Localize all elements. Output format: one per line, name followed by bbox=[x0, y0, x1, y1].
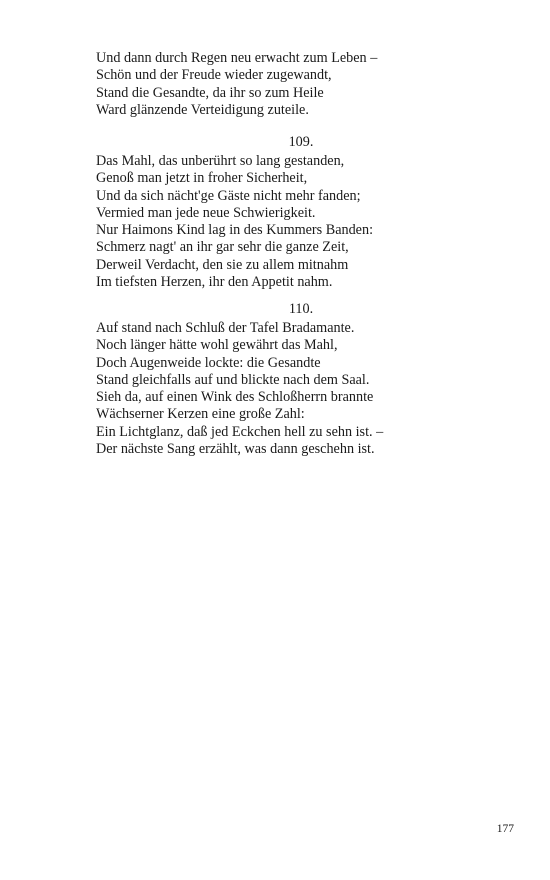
verse-line: Ein Lichtglanz, daß jed Eckchen hell zu sehn ist. – bbox=[96, 423, 384, 440]
verse-line: Vermied man jede neue Schwierigkeit. bbox=[96, 204, 316, 221]
verse-line: Und da sich nächt'ge Gäste nicht mehr fanden; bbox=[96, 187, 361, 204]
stanza-109 bbox=[96, 153, 456, 291]
verse-line: Schmerz nagt' an ihr gar sehr die ganze Zeit, bbox=[96, 239, 349, 256]
verse-line: Doch Augenweide lockte: die Gesandte bbox=[96, 354, 321, 371]
verse-line: Ward glänzende Verteidigung zuteile. bbox=[96, 101, 309, 118]
verse-line: Auf stand nach Schluß der Tafel Bradamante. bbox=[96, 320, 355, 336]
stanza-continuation bbox=[96, 50, 456, 119]
verse-line: Wächserner Kerzen eine große Zahl: bbox=[96, 406, 305, 423]
page-number: 177 bbox=[496, 823, 514, 835]
verse-line: Noch länger hätte wohl gewährt das Mahl, bbox=[96, 337, 338, 354]
verse-line: Genoß man jetzt in froher Sicherheit, bbox=[96, 170, 308, 187]
stanza-110 bbox=[96, 320, 456, 458]
verse-line: Stand gleichfalls auf und blickte nach dem Saal. bbox=[96, 371, 370, 388]
verse-line: Das Mahl, das unberührt so lang gestanden, bbox=[96, 153, 345, 169]
verse-line: Der nächste Sang erzählt, was dann geschehn ist. bbox=[96, 441, 375, 458]
stanza-number: 109. bbox=[288, 134, 314, 150]
verse-line: Nur Haimons Kind lag in des Kummers Banden: bbox=[96, 222, 374, 239]
verse-line: Stand die Gesandte, da ihr so zum Heile bbox=[96, 84, 324, 101]
stanza-number: 110. bbox=[288, 301, 314, 317]
verse-line: Schön und der Freude wieder zugewandt, bbox=[96, 67, 332, 84]
verse-line: Sieh da, auf einen Wink des Schloßherrn brannte bbox=[96, 389, 374, 406]
verse-line: Derweil Verdacht, den sie zu allem mitnahm bbox=[96, 256, 349, 273]
verse-line: Im tiefsten Herzen, ihr den Appetit nahm. bbox=[96, 274, 333, 291]
verse-line: Und dann durch Regen neu erwacht zum Leben – bbox=[96, 50, 378, 66]
